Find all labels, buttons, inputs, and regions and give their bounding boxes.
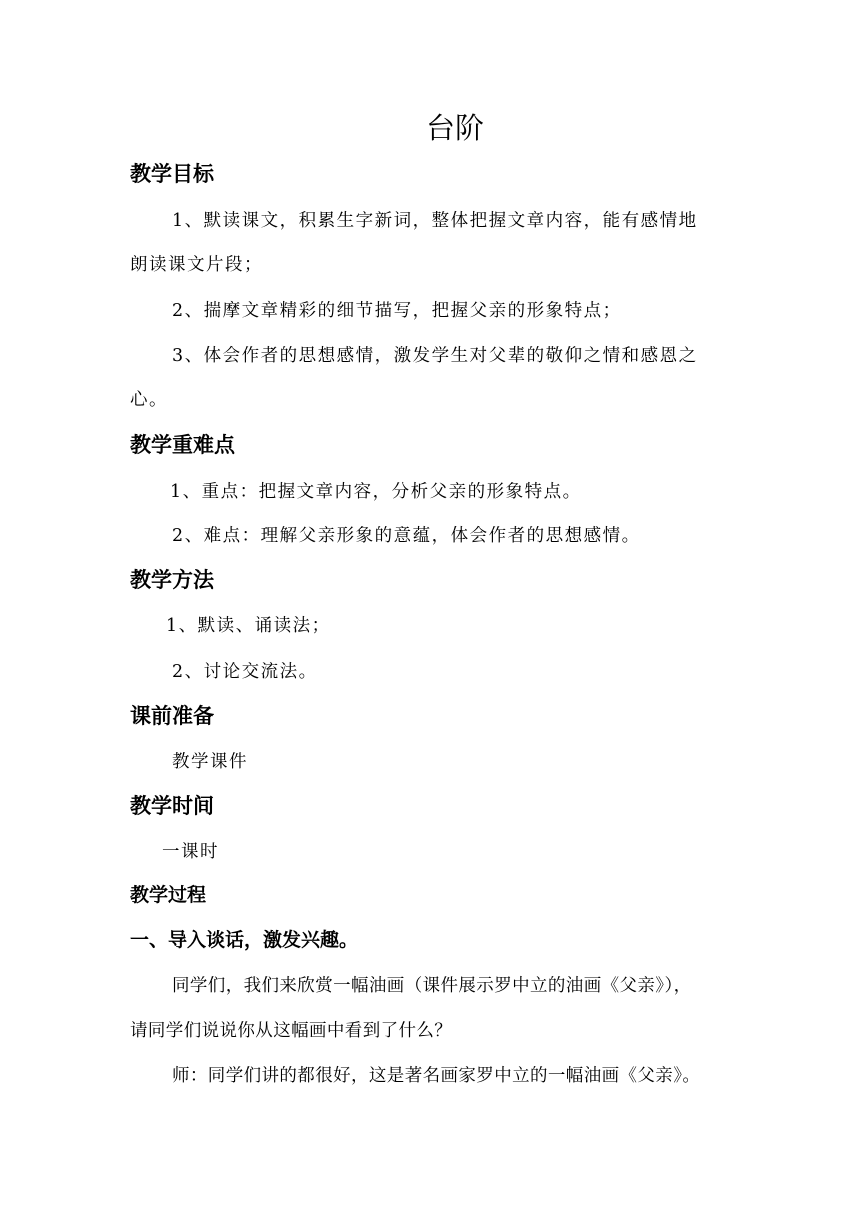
- section-heading-goals: 教学目标: [130, 162, 214, 186]
- process-paragraph-2: 师：同学们讲的都很好，这是著名画家罗中立的一幅油画《父亲》。: [172, 1066, 701, 1086]
- key-point-item-1: 1、重点：把握文章内容，分析父亲的形象特点。: [170, 482, 582, 502]
- section-heading-process: 教学过程: [130, 884, 207, 906]
- process-subheading: 一、导入谈话，激发兴趣。: [130, 929, 359, 951]
- goals-item-1: 1、默读课文，积累生字新词，整体把握文章内容，能有感情地: [172, 211, 698, 231]
- method-item-1: 1、默读、诵读法；: [166, 616, 331, 636]
- process-paragraph-1: 同学们，我们来欣赏一幅油画（课件展示罗中立的油画《父亲》），: [172, 976, 692, 996]
- preparation-item: 教学课件: [172, 752, 248, 772]
- section-heading-methods: 教学方法: [130, 568, 214, 592]
- goals-item-3: 3、体会作者的思想感情，激发学生对父辈的敬仰之情和感恩之: [172, 346, 698, 366]
- section-heading-key-points: 教学重难点: [130, 433, 235, 457]
- section-heading-preparation: 课前准备: [130, 704, 214, 728]
- goals-item-3-cont: 心。: [130, 390, 168, 410]
- process-paragraph-1-cont: 请同学们说说你从这幅画中看到了什么？: [130, 1021, 453, 1041]
- section-heading-time: 教学时间: [130, 794, 214, 818]
- key-point-item-2: 2、难点：理解父亲形象的意蕴，体会作者的思想感情。: [172, 526, 641, 546]
- goals-item-2: 2、揣摩文章精彩的细节描写，把握父亲的形象特点；: [172, 301, 622, 321]
- goals-item-1-cont: 朗读课文片段；: [130, 255, 263, 275]
- method-item-2: 2、讨论交流法。: [172, 662, 318, 682]
- document-title: 台阶: [425, 111, 484, 145]
- time-item: 一课时: [162, 842, 219, 862]
